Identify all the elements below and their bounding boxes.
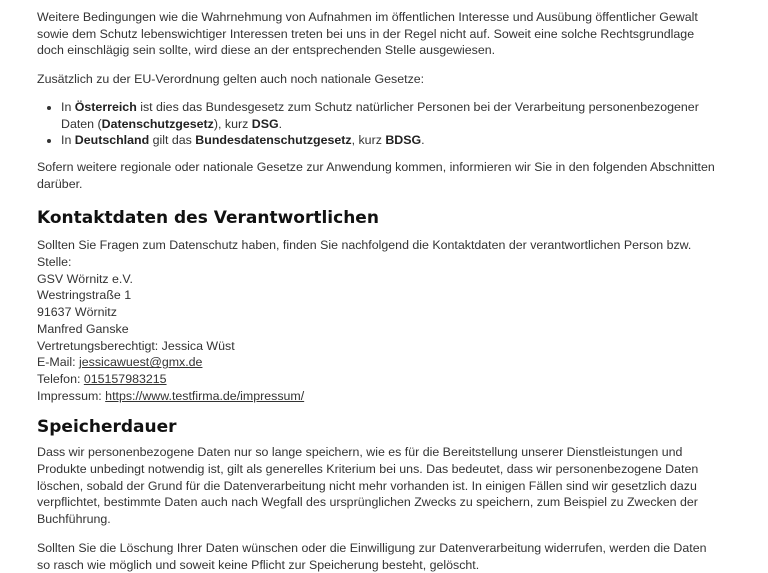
- heading-contact: Kontaktdaten des Verantwortlichen: [37, 208, 379, 229]
- contact-phone-line: [37, 371, 717, 388]
- contact-organization: GSV Wörnitz e.V.: [37, 271, 133, 286]
- list-item-text: .: [278, 116, 283, 131]
- paragraph-national-laws: Zusätzlich zu der EU-Verordnung gelten auch noch nationale Gesetze:: [37, 72, 425, 87]
- contact-city: 91637 Wörnitz: [37, 305, 117, 320]
- imprint-link[interactable]: https://www.testfirma.de/impressum/: [105, 388, 305, 403]
- heading-storage-duration: Speicherdauer: [37, 417, 177, 438]
- contact-representative: Vertretungsberechtigt: Jessica Wüst: [37, 338, 235, 353]
- email-link[interactable]: jessicawuest@gmx.de: [79, 355, 203, 370]
- country-name: Österreich: [74, 99, 137, 114]
- imprint-label: Impressum:: [37, 388, 106, 403]
- list-item-text: In: [61, 133, 75, 148]
- email-label: E-Mail:: [37, 355, 79, 370]
- phone-label: Telefon:: [37, 371, 84, 386]
- list-item-text: .: [421, 133, 425, 148]
- paragraph-storage-criteria: Dass wir personenbezogene Daten nur so lange speichern, wie es für die Bereitstellung unserer Dienstleistungen und Produkte unbedingt notwendig ist, gilt als generelles Kriterium bei uns. Das bedeutet, dass wir personenbezogene Daten löschen, sobald der Grund für die Datenverarbeitung nicht mehr vorhanden ist. In einigen Fällen sind wir gesetzlich dazu verpflichtet, bestimmte Daten auch nach Wegfall des ursprünglichen Zwecks zu speichern, zum Beispiel zu Zwecken der Buchführung.: [37, 445, 699, 527]
- law-name: Bundesdatenschutzgesetz: [195, 133, 352, 148]
- law-name: Datenschutzgesetz: [101, 116, 214, 131]
- law-abbreviation: DSG: [251, 116, 279, 131]
- list-item-text: , kurz: [351, 133, 386, 148]
- list-item-text: ), kurz: [213, 116, 252, 131]
- contact-email-line: [37, 354, 717, 371]
- document-body: [37, 9, 717, 573]
- contact-block: [37, 237, 717, 404]
- contact-imprint-line: [37, 388, 717, 405]
- country-name: Deutschland: [74, 133, 150, 148]
- phone-link[interactable]: 015157983215: [83, 371, 167, 386]
- list-item-text: In: [61, 99, 75, 114]
- list-item-germany: [61, 132, 717, 149]
- paragraph-legal-bases: Weitere Bedingungen wie die Wahrnehmung von Aufnahmen im öffentlichen Interesse und Ausübung öffentlicher Gewalt sowie dem Schutz lebenswichtiger Interessen treten bei uns in der Regel nicht auf. Soweit eine solche Rechtsgrundlage doch einschlägig sein sollte, wird diese an der entsprechenden Stelle ausgewiesen.: [37, 10, 698, 58]
- contact-street: Westringstraße 1: [37, 288, 132, 303]
- contact-person: Manfred Ganske: [37, 321, 129, 336]
- paragraph-deletion: Sollten Sie die Löschung Ihrer Daten wünschen oder die Einwilligung zur Datenverarbeitung widerrufen, werden die Daten so rasch wie möglich und soweit keine Pflicht zur Speicherung besteht, gelöscht.: [37, 540, 707, 572]
- law-abbreviation: BDSG: [385, 133, 422, 148]
- national-laws-list: [37, 99, 717, 149]
- list-item-text: ist dies das Bundesgesetz zum Schutz natürlicher Personen bei der Verarbeitung personenbezogener Daten (: [61, 99, 699, 131]
- list-item-austria: [61, 99, 717, 132]
- contact-intro: Sollten Sie Fragen zum Datenschutz haben, finden Sie nachfolgend die Kontaktdaten der verantwortlichen Person bzw. Stelle:: [37, 238, 692, 270]
- paragraph-regional-laws: Sofern weitere regionale oder nationale Gesetze zur Anwendung kommen, informieren wir Sie in den folgenden Abschnitten darüber.: [37, 159, 715, 191]
- list-item-text: gilt das: [149, 133, 196, 148]
